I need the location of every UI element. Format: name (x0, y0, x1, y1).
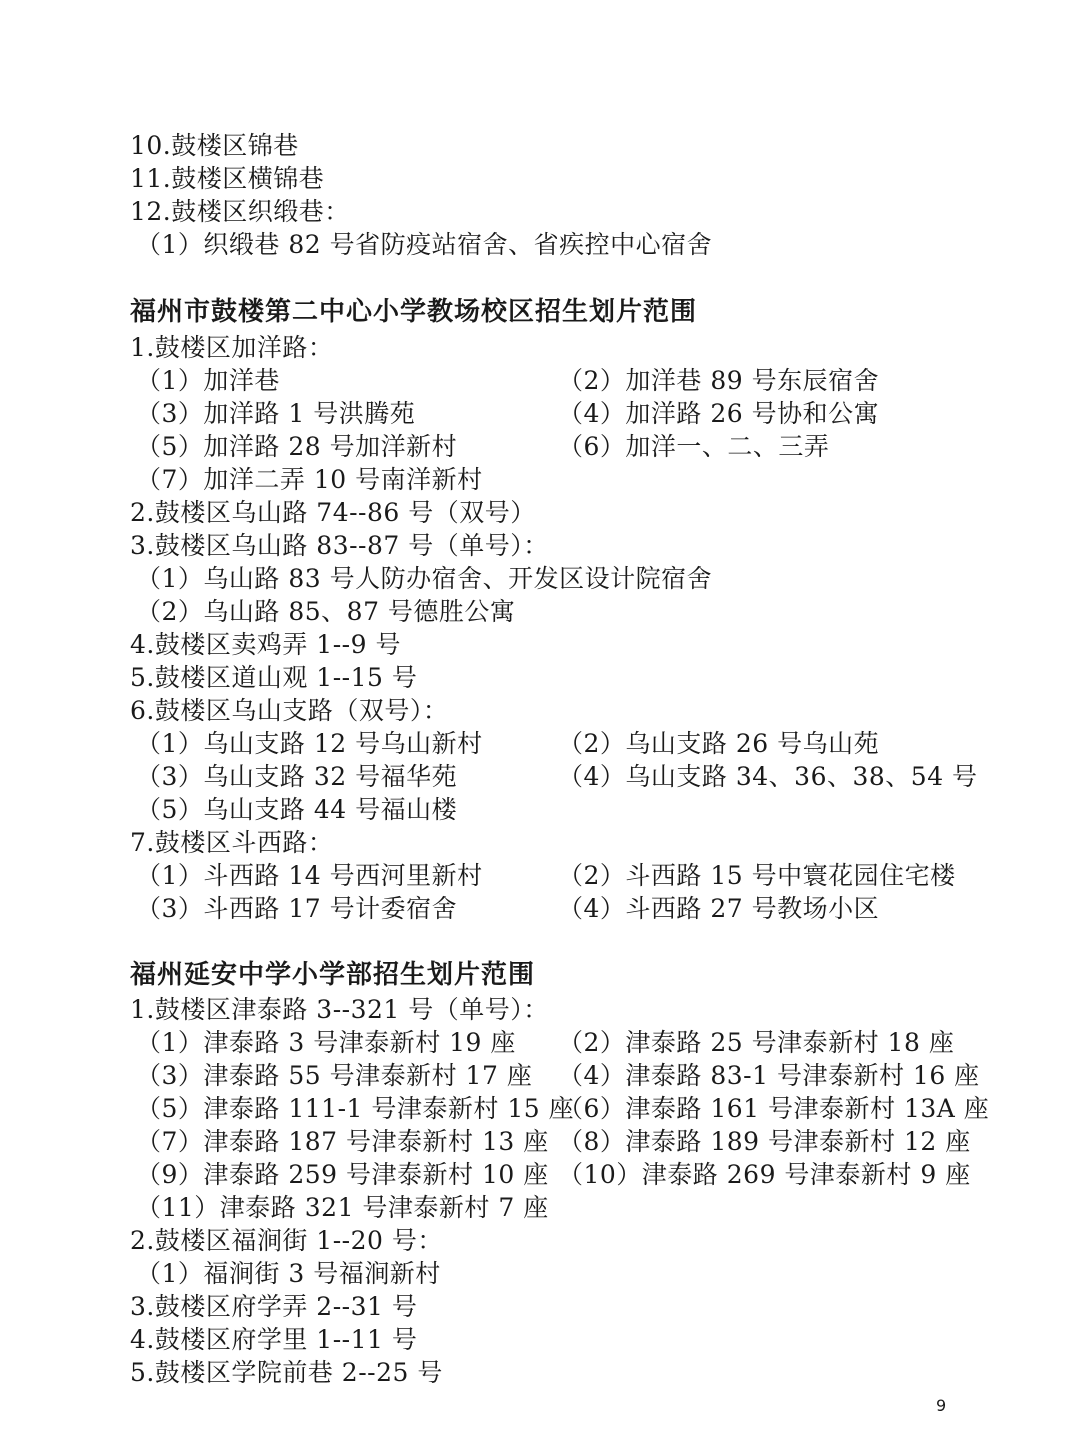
list-subitem: （6）加洋一、二、三弄 (558, 432, 830, 461)
list-subitem: （2）加洋巷 89 号东辰宿舍 (558, 366, 880, 395)
list-item: 7.鼓楼区斗西路： (130, 828, 334, 857)
list-item: 5.鼓楼区道山观 1--15 号 (130, 663, 418, 692)
list-subitem: （10）津泰路 269 号津泰新村 9 座 (558, 1160, 971, 1189)
list-item: 4.鼓楼区府学里 1--11 号 (130, 1325, 418, 1354)
section-title: 福州市鼓楼第二中心小学教场校区招生划片范围 (130, 297, 698, 327)
list-item: 2.鼓楼区乌山路 74--86 号（双号） (130, 498, 536, 527)
list-item: 4.鼓楼区卖鸡弄 1--9 号 (130, 630, 401, 659)
list-item: 12.鼓楼区织缎巷： (130, 197, 350, 226)
list-subitem: （3）斗西路 17 号计委宿舍 (136, 894, 458, 923)
list-subitem: （3）乌山支路 32 号福华苑 (136, 762, 458, 791)
list-item: 6.鼓楼区乌山支路（双号）： (130, 696, 449, 725)
list-subitem: （5）乌山支路 44 号福山楼 (136, 795, 458, 824)
list-subitem: （1）津泰路 3 号津泰新村 19 座 (136, 1028, 516, 1057)
list-subitem: （4）加洋路 26 号协和公寓 (558, 399, 880, 428)
list-subitem: （4）津泰路 83-1 号津泰新村 16 座 (558, 1061, 980, 1090)
list-subitem: （7）津泰路 187 号津泰新村 13 座 (136, 1127, 549, 1156)
list-item: 3.鼓楼区府学弄 2--31 号 (130, 1292, 418, 1321)
list-subitem: （3）津泰路 55 号津泰新村 17 座 (136, 1061, 533, 1090)
list-subitem: （4）斗西路 27 号教场小区 (558, 894, 880, 923)
list-subitem: （5）加洋路 28 号加洋新村 (136, 432, 458, 461)
list-subitem: （1）乌山支路 12 号乌山新村 (136, 729, 483, 758)
list-subitem: （3）加洋路 1 号洪腾苑 (136, 399, 416, 428)
list-subitem: （2）斗西路 15 号中寰花园住宅楼 (558, 861, 956, 890)
list-item: 11.鼓楼区横锦巷 (130, 164, 325, 193)
list-subitem: （8）津泰路 189 号津泰新村 12 座 (558, 1127, 971, 1156)
list-subitem: （2）津泰路 25 号津泰新村 18 座 (558, 1028, 955, 1057)
list-subitem: （1）织缎巷 82 号省防疫站宿舍、省疾控中心宿舍 (136, 230, 713, 259)
list-subitem: （1）加洋巷 (136, 366, 280, 395)
page-number: 9 (936, 1396, 947, 1415)
list-subitem: （7）加洋二弄 10 号南洋新村 (136, 465, 483, 494)
list-subitem: （2）乌山支路 26 号乌山苑 (558, 729, 880, 758)
list-item: 2.鼓楼区福涧街 1--20 号： (130, 1226, 443, 1255)
list-item: 10.鼓楼区锦巷 (130, 131, 299, 160)
list-subitem: （1）福涧街 3 号福涧新村 (136, 1259, 441, 1288)
list-item: 1.鼓楼区加洋路： (130, 333, 334, 362)
list-subitem: （9）津泰路 259 号津泰新村 10 座 (136, 1160, 549, 1189)
list-subitem: （5）津泰路 111-1 号津泰新村 15 座 (136, 1094, 575, 1123)
list-subitem: （1）斗西路 14 号西河里新村 (136, 861, 483, 890)
list-item: 5.鼓楼区学院前巷 2--25 号 (130, 1358, 443, 1387)
list-subitem: （6）津泰路 161 号津泰新村 13A 座 (558, 1094, 990, 1123)
list-subitem: （1）乌山路 83 号人防办宿舍、开发区设计院宿舍 (136, 564, 713, 593)
section-title: 福州延安中学小学部招生划片范围 (130, 960, 536, 990)
list-item: 3.鼓楼区乌山路 83--87 号（单号）： (130, 531, 549, 560)
list-subitem: （11）津泰路 321 号津泰新村 7 座 (136, 1193, 549, 1222)
list-subitem: （2）乌山路 85、87 号德胜公寓 (136, 597, 516, 626)
list-subitem: （4）乌山支路 34、36、38、54 号 (558, 762, 978, 791)
list-item: 1.鼓楼区津泰路 3--321 号（单号）： (130, 995, 549, 1024)
